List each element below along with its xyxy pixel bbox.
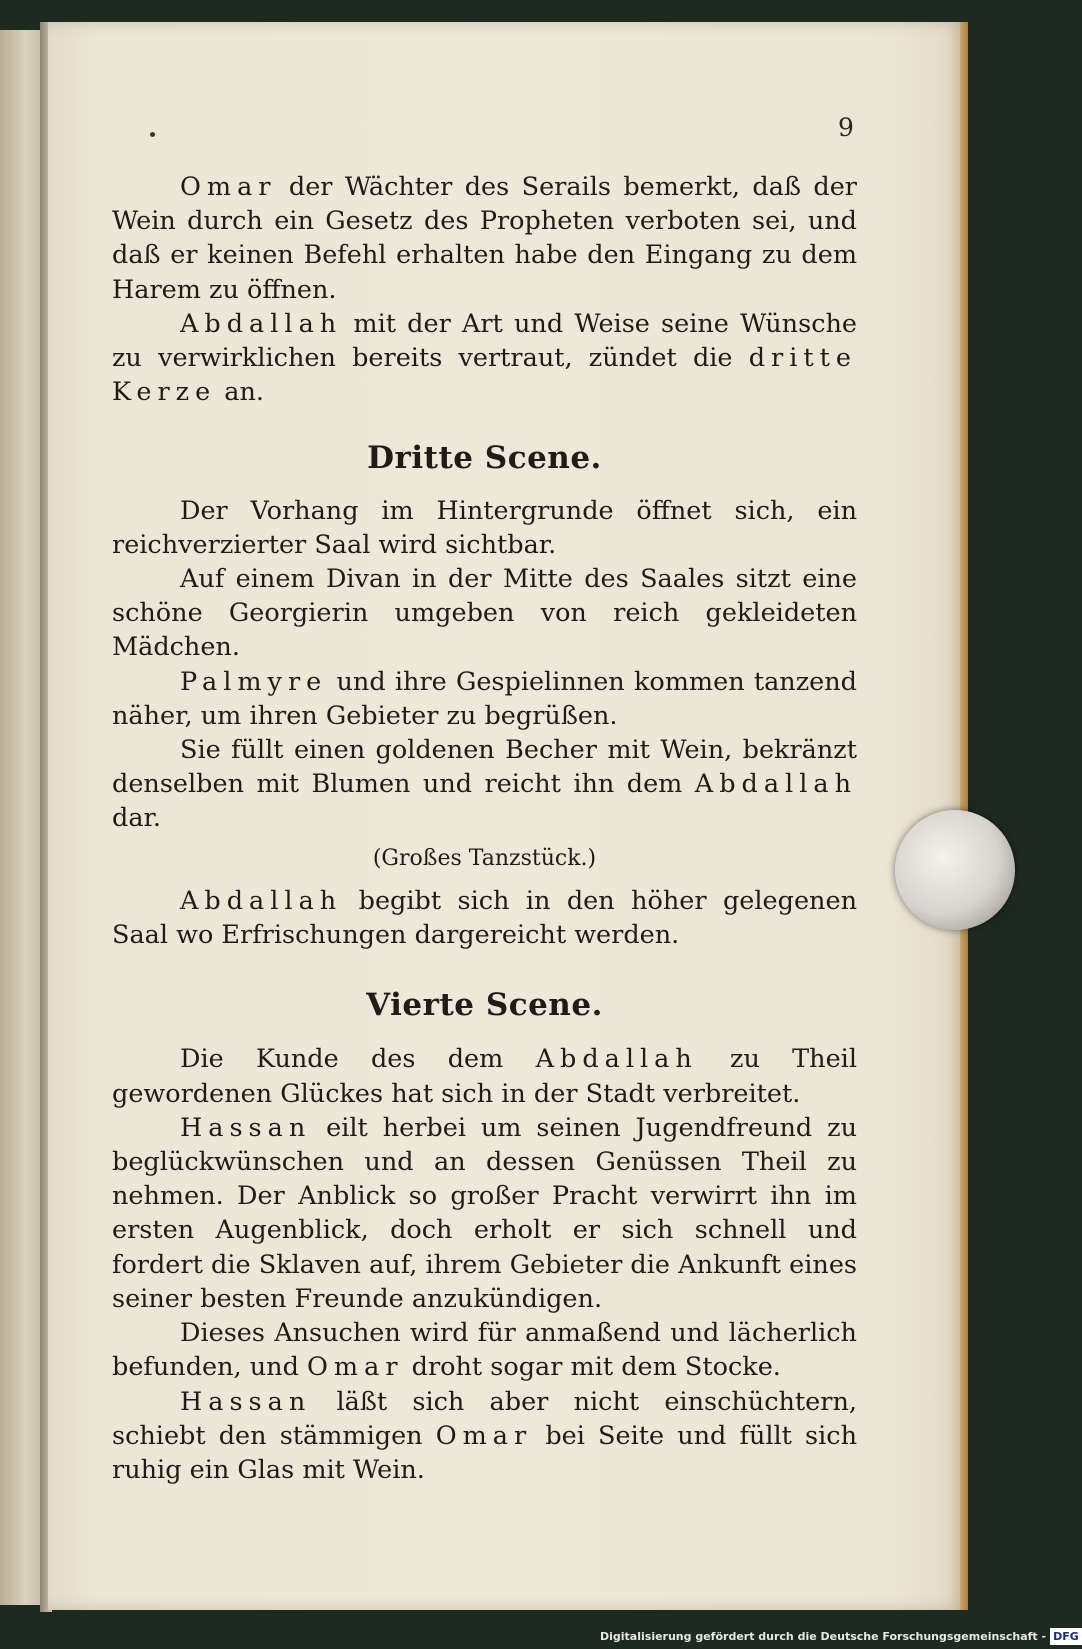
text-run: Die Kunde des dem <box>180 1044 536 1075</box>
ink-dot <box>150 132 155 137</box>
stage-direction: (Großes Tanzstück.) <box>372 845 597 871</box>
text-run: dar. <box>112 803 162 834</box>
digitization-footer <box>600 1628 1079 1645</box>
character-name: Omar <box>307 1352 404 1383</box>
character-name: Abdallah <box>535 1044 698 1075</box>
character-name: Kerze <box>112 377 217 408</box>
magnifier-lens <box>895 810 1015 930</box>
character-name: Omar <box>435 1420 533 1451</box>
text-run: an. <box>216 377 265 408</box>
heading-vierte-scene: Vierte Scene. <box>366 987 603 1024</box>
text-run: der Wächter des Serails bemerkt, daß der Wein durch ein Gesetz des Propheten verboten sei, und daß er keinen Befehl erhalten habe den Eingang zu dem Harem zu öffnen. <box>112 172 857 305</box>
character-name: Hassan <box>180 1386 312 1417</box>
character-name: Omar <box>180 172 277 202</box>
text-run: Auf einem Divan in der Mitte des Saales sitzt eine schöne Georgierin umgeben von reich gekleideten Mädchen. <box>112 564 857 663</box>
paragraph <box>112 884 857 952</box>
paragraph <box>112 1111 857 1316</box>
text-run: Dieses Ansuchen wird für anmaßend und lächerlich befunden, und <box>112 1318 857 1383</box>
page-text <box>112 170 857 1487</box>
character-name: Abdallah <box>180 885 343 916</box>
paragraph <box>112 170 857 307</box>
footer-text: Digitalisierung gefördert durch die Deutsche Forschungsgemeinschaft - <box>600 1630 1047 1643</box>
paragraph <box>112 494 857 562</box>
character-name: dritte <box>748 343 857 374</box>
paragraph <box>112 733 857 836</box>
character-name: Abdallah <box>694 769 857 800</box>
paragraph <box>112 1385 857 1488</box>
dfg-logo: DFG <box>1050 1628 1082 1645</box>
text-run: Sie füllt einen goldenen Becher mit Wein, bekränzt denselben mit Blumen und reicht ihn dem <box>112 735 857 800</box>
character-name: Palmyre <box>180 666 328 697</box>
scene-text-block-2 <box>112 494 857 953</box>
text-run: zu Theil gewordenen Glückes hat sich in der Stadt verbreitet. <box>112 1044 857 1109</box>
scene-text-block-1 <box>112 170 857 409</box>
text-run: bei Seite und füllt sich ruhig ein Glas mit Wein. <box>112 1420 857 1485</box>
scene-text-block-3 <box>112 1042 857 1487</box>
paragraph <box>112 307 857 410</box>
paragraph <box>112 1316 857 1384</box>
paragraph <box>112 1042 857 1110</box>
text-run: mit der Art und Weise seine Wünsche zu verwirklichen bereits vertraut, zündet die <box>112 308 857 374</box>
character-name: Hassan <box>180 1112 312 1143</box>
text-run: Der Vorhang im Hintergrunde öffnet sich, ein reichverzierter Saal wird sichtbar. <box>112 495 857 560</box>
paragraph <box>112 562 857 665</box>
page-number: 9 <box>838 113 854 142</box>
paragraph <box>112 665 857 733</box>
text-run: begibt sich in den höher gelegenen Saal wo Erfrischungen dargereicht werden. <box>112 885 857 951</box>
text-run: droht sogar mit dem Stocke. <box>403 1352 781 1383</box>
heading-dritte-scene: Dritte Scene. <box>367 440 602 477</box>
character-name: Abdallah <box>180 308 343 339</box>
text-run: eilt herbei um seinen Jugendfreund zu beglückwünschen und an dessen Genüssen Theil zu nehmen. Der Anblick so großer Pracht verwirrt ihn im ersten Augenblick, doch erholt er sich schnell und fordert die Sklaven auf, ihrem Gebieter die Ankunft eines seiner besten Freunde anzukündigen. <box>112 1112 857 1314</box>
text-run: läßt sich aber nicht einschüchtern, schiebt den stämmigen <box>112 1386 857 1451</box>
text-run: und ihre Gespielinnen kommen tanzend näher, um ihren Gebieter zu begrüßen. <box>112 666 857 731</box>
